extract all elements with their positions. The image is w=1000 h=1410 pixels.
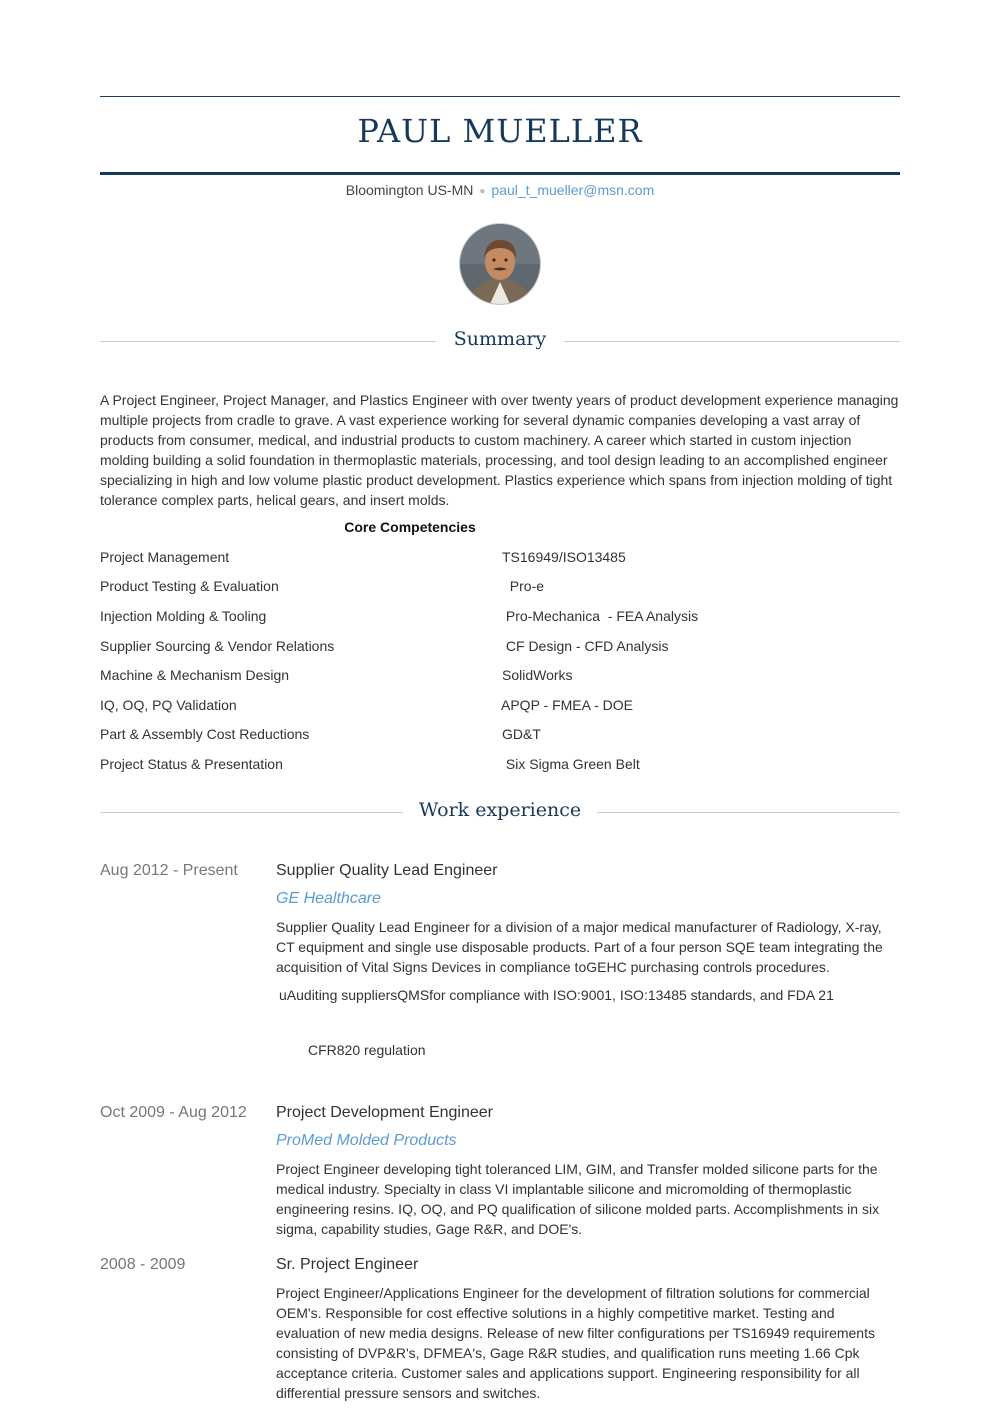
competency-left: Product Testing & Evaluation: [100, 578, 279, 594]
competency-row: [100, 697, 900, 717]
competency-row: [100, 578, 900, 598]
competency-row: [100, 756, 900, 776]
competency-right: GD&T: [502, 726, 541, 742]
competency-left: Supplier Sourcing & Vendor Relations: [100, 638, 335, 654]
header-bottom-rule: [100, 172, 900, 175]
competency-right: APQP - FMEA - DOE: [501, 697, 633, 713]
summary-heading: Summary: [453, 328, 547, 350]
contact-line: [100, 182, 900, 198]
competency-row: [100, 608, 900, 628]
competency-row: [100, 726, 900, 746]
job-continuation-line: CFR820 regulation: [308, 1042, 426, 1058]
competency-left: Project Status & Presentation: [100, 756, 283, 772]
competency-right: TS16949/ISO13485: [502, 549, 626, 565]
competency-left: IQ, OQ, PQ Validation: [100, 697, 237, 713]
job-title: Project Development Engineer: [276, 1104, 494, 1121]
work-section-header: [100, 797, 900, 827]
job-description: Supplier Quality Lead Engineer for a division of a major medical manufacturer of Radiology, X-ray, CT equipment and single use disposable products. Part of a four person SQE team integrating the acquisition of Vital Signs Devices in compliance toGEHC purchasing controls procedures.: [276, 919, 883, 975]
avatar: [460, 224, 540, 304]
job-company-link[interactable]: GE Healthcare: [276, 890, 381, 907]
competency-right: Pro-Mechanica - FEA Analysis: [502, 608, 699, 624]
job-date: 2008 - 2009: [100, 1256, 186, 1273]
candidate-name: PAUL MUELLER: [357, 112, 643, 150]
separator-dot-icon: ●: [479, 185, 486, 197]
competency-left: Injection Molding & Tooling: [100, 608, 267, 624]
work-heading: Work experience: [418, 799, 582, 821]
job-description: Project Engineer developing tight toleranced LIM, GIM, and Transfer molded silicone parts for the medical industry. Specialty in class VI implantable silicone and micromolding of thermoplastic engineering resins. IQ, OQ, and PQ qualification of silicone molded parts. Accomplishments in six sigma, capability studies, Gage R&R, and DOE's.: [276, 1161, 880, 1237]
job-description: Project Engineer/Applications Engineer for the development of filtration solutions for commercial OEM's. Responsible for cost effective solutions in a highly competitive market. Testing and evaluation of new media designs. Release of new filter configurations per TS16949 requirements consisting of DVP&R's, DFMEA's, Gage R&R studies, and qualification runs meeting 1.66 Cpk acceptance criteria. Customer sales and applications support. Engineering responsibility for all differential pressure sensors and switches.: [276, 1285, 875, 1401]
competency-right: CF Design - CFD Analysis: [502, 638, 669, 654]
summary-paragraph: A Project Engineer, Project Manager, and Plastics Engineer with over twenty years of product development experience managing multiple projects from cradle to grave. A vast experience working for several dynamic companies developing a vast array of products from consumer, medical, and industrial products to custom machinery. A career which started in custom injection molding building a solid foundation in thermoplastic materials, processing, and tool design leading to an accomplished engineer specializing in high and low volume plastic product development. Plastics experience which spans from injection molding of tight tolerance complex parts, helical gears, and insert molds.: [100, 392, 899, 508]
email-link[interactable]: paul_t_mueller@msn.com: [491, 182, 655, 198]
job-date: Oct 2009 - Aug 2012: [100, 1104, 247, 1121]
competency-right: Pro-e: [502, 578, 545, 594]
job-title: Supplier Quality Lead Engineer: [276, 862, 498, 879]
competency-row: [100, 549, 900, 569]
competency-left: Part & Assembly Cost Reductions: [100, 726, 310, 742]
profile-photo-icon: [460, 224, 540, 304]
summary-section-header: [100, 326, 900, 356]
job-bullet-line: uAuditing suppliersQMSfor compliance with ISO:9001, ISO:13485 standards, and FDA 21: [279, 987, 834, 1003]
competency-left: Machine & Mechanism Design: [100, 667, 290, 683]
job-title: Sr. Project Engineer: [276, 1256, 419, 1273]
job-company-link[interactable]: ProMed Molded Products: [276, 1132, 457, 1149]
competency-right: Six Sigma Green Belt: [502, 756, 640, 772]
header-top-rule: [100, 96, 900, 97]
location-text: Bloomington US-MN: [345, 182, 474, 198]
competency-left: Project Management: [100, 549, 230, 565]
competency-right: SolidWorks: [502, 667, 573, 683]
competency-row: [100, 638, 900, 658]
competencies-title: Core Competencies: [344, 519, 476, 535]
job-date: Aug 2012 - Present: [100, 862, 238, 879]
competency-row: [100, 667, 900, 687]
